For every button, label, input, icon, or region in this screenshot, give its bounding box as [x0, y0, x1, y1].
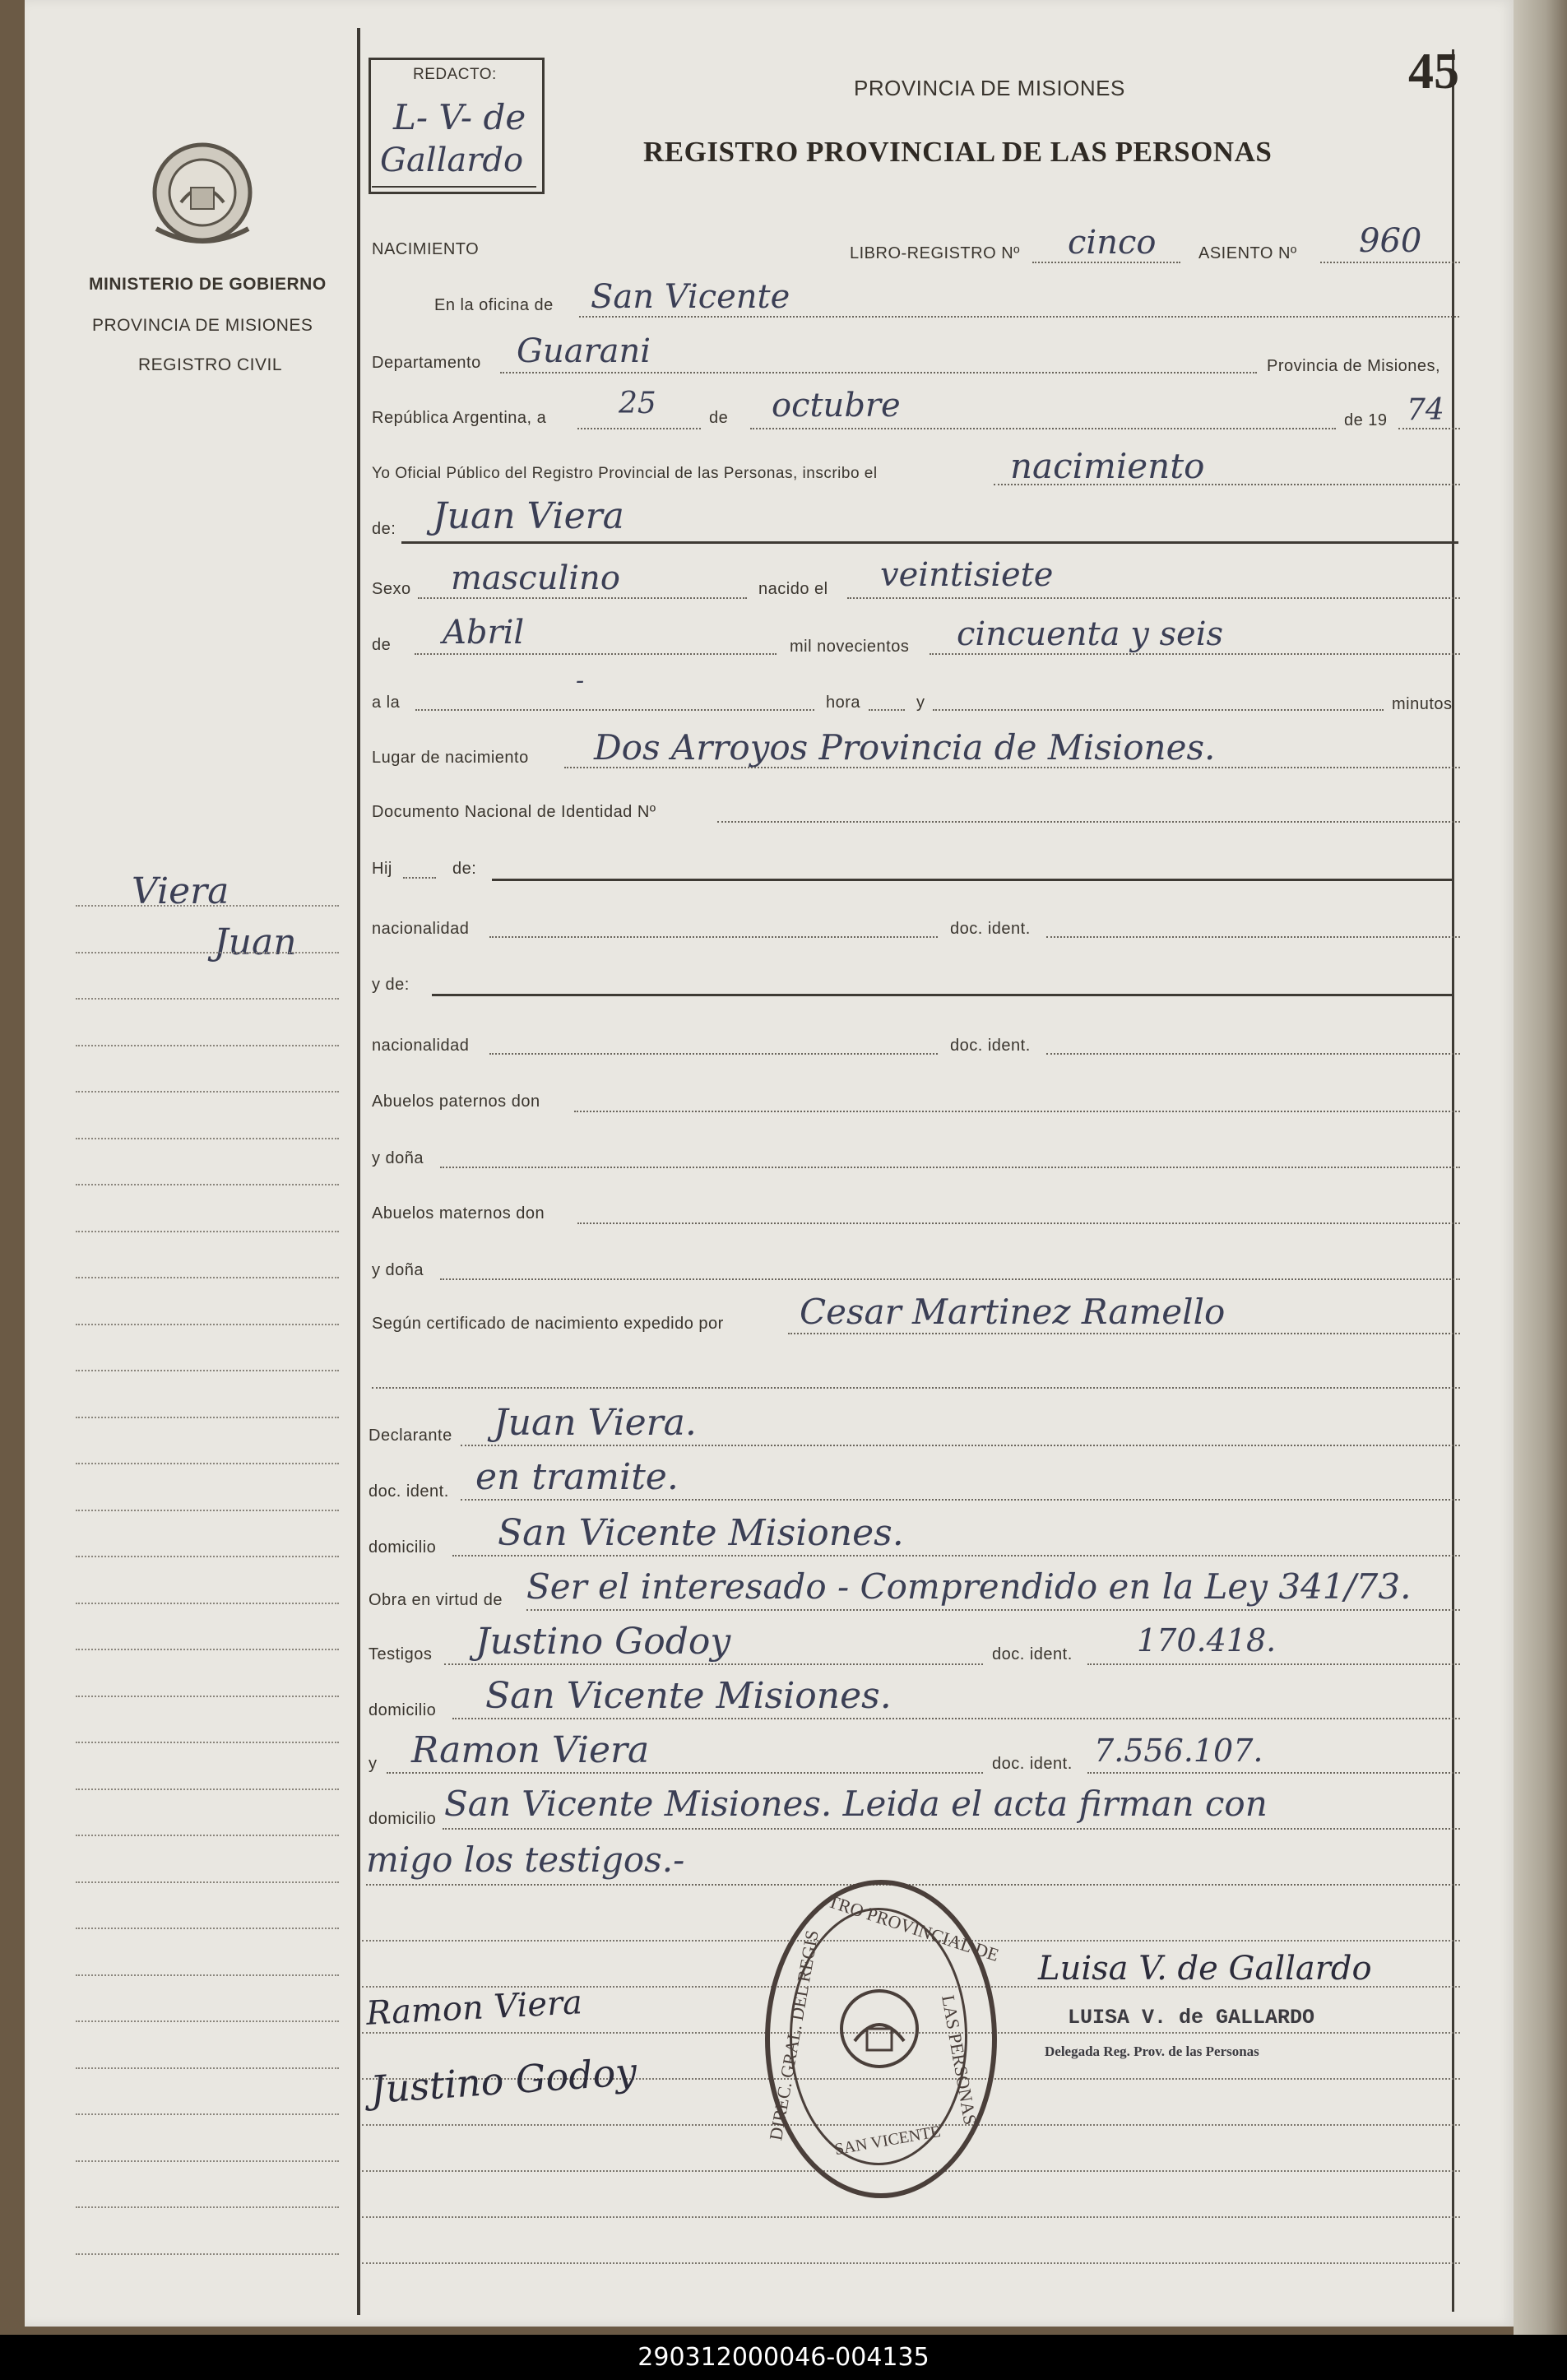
- witness1-signature: Ramon Viera: [364, 1983, 584, 2033]
- abuelos-mat-label: Abuelos maternos don: [372, 1204, 545, 1222]
- margin-ruled-line: [76, 1556, 339, 1557]
- nacido-value: veintisiete: [880, 556, 1054, 594]
- margin-ruled-line: [76, 1742, 339, 1743]
- coat-of-arms-icon: [148, 138, 257, 253]
- anio-value: 74: [1407, 393, 1444, 427]
- domicilio2-value: San Vicente Misiones.: [485, 1675, 892, 1717]
- domicilio2-label: domicilio: [369, 1701, 437, 1719]
- nacionalidad-label: nacionalidad: [372, 920, 470, 938]
- redacto-underline: [372, 186, 536, 188]
- margin-ruled-line: [76, 1045, 339, 1046]
- dia-value: 25: [619, 387, 656, 420]
- seal-left-text: DIREC. GRAL. DEL REGIS: [765, 1928, 823, 2142]
- doc-ident-label: doc. ident.: [950, 920, 1031, 938]
- oficina-label: En la oficina de: [434, 296, 554, 314]
- departamento-value: Guarani: [517, 332, 651, 370]
- declarante-value: Juan Viera.: [494, 1402, 697, 1444]
- libro-value: cinco: [1068, 224, 1157, 262]
- mil-label: mil novecientos: [790, 638, 910, 656]
- y2-label: y: [369, 1755, 378, 1773]
- margin-ruled-line: [76, 1324, 339, 1325]
- margin-ruled-line: [76, 1417, 339, 1418]
- obra-label: Obra en virtud de: [369, 1591, 503, 1609]
- signature-ruled-line: [362, 2262, 1460, 2264]
- mes-nac-value: Abril: [443, 614, 525, 652]
- de-label: de: [709, 409, 729, 427]
- abuelos-pat-label: Abuelos paternos don: [372, 1093, 540, 1111]
- official-seal: [765, 1880, 1002, 2198]
- ala-label: a la: [372, 694, 401, 712]
- ministry-line1: MINISTERIO DE GOBIERNO: [89, 275, 327, 294]
- page-edge: [1514, 0, 1567, 2336]
- signature-ruled-line: [362, 2216, 1460, 2218]
- decl-doc-label: doc. ident.: [369, 1482, 449, 1501]
- de3-label: de: [372, 636, 392, 654]
- margin-ruled-line: [76, 1510, 339, 1511]
- decl-doc-value: en tramite.: [475, 1456, 679, 1498]
- doc-ident2-label: doc. ident.: [950, 1037, 1031, 1055]
- seal-bottom-text: SAN VICENTE: [832, 2122, 943, 2160]
- republica-label: República Argentina, a: [372, 409, 547, 427]
- lugar-value: Dos Arroyos Provincia de Misiones.: [594, 727, 1216, 768]
- margin-ruled-line: [76, 2253, 339, 2255]
- oficial-label: Yo Oficial Público del Registro Provincial de las Personas, inscribo el: [372, 465, 878, 482]
- margin-ruled-line: [76, 2160, 339, 2162]
- margin-ruled-line: [76, 1649, 339, 1650]
- official-signature: Luisa V. de Gallardo: [1038, 1950, 1372, 1988]
- testigo2-doc-label: doc. ident.: [992, 1755, 1073, 1773]
- testigo1-value: Justino Godoy: [475, 1621, 731, 1663]
- provincia-label: Provincia de Misiones,: [1267, 357, 1441, 375]
- ydona2-label: y doña: [372, 1261, 424, 1279]
- sexo-value: masculino: [451, 559, 620, 597]
- hora-label: hora: [826, 694, 861, 712]
- ydona-label: y doña: [372, 1149, 424, 1167]
- hij-label: Hij: [372, 860, 392, 878]
- libro-label: LIBRO-REGISTRO Nº: [850, 244, 1020, 262]
- domicilio-label: domicilio: [369, 1538, 437, 1557]
- departamento-label: Departamento: [372, 354, 481, 372]
- testigo1-doc-label: doc. ident.: [992, 1645, 1073, 1663]
- redacto-value-line2: Gallardo: [380, 142, 524, 179]
- cierre-value: migo los testigos.-: [366, 1840, 685, 1880]
- header-province: PROVINCIA DE MISIONES: [854, 76, 1125, 100]
- margin-ruled-line: [76, 2020, 339, 2022]
- header-registry: REGISTRO PROVINCIAL DE LAS PERSONAS: [643, 136, 1273, 168]
- margin-ruled-line: [76, 998, 339, 1000]
- segun-label: Según certificado de nacimiento expedido por: [372, 1315, 724, 1333]
- dni-label: Documento Nacional de Identidad Nº: [372, 803, 656, 821]
- anio-nac-value: cincuenta y seis: [957, 615, 1224, 653]
- margin-ruled-line: [76, 905, 339, 907]
- mes-value: octubre: [772, 387, 901, 425]
- footer-id: 290312000046-004135: [0, 2335, 1567, 2380]
- margin-ruled-line: [76, 1277, 339, 1278]
- hij-de-label: de:: [452, 860, 477, 878]
- margin-ruled-line: [76, 1788, 339, 1790]
- margin-note-name: Juan: [214, 921, 297, 963]
- oficial-value: nacimiento: [1010, 446, 1205, 486]
- witness2-signature: Justino Godoy: [369, 2048, 638, 2113]
- official-title: Delegada Reg. Prov. de las Personas: [1045, 2044, 1259, 2059]
- seal-emblem-icon: [834, 1983, 925, 2082]
- ministry-line3: REGISTRO CIVIL: [138, 355, 283, 374]
- margin-ruled-line: [76, 1696, 339, 1697]
- oficina-value: San Vicente: [591, 278, 790, 316]
- margin-ruled-line: [76, 1603, 339, 1604]
- asiento-label: ASIENTO Nº: [1198, 244, 1297, 262]
- minutos-label: minutos: [1392, 695, 1453, 713]
- margin-note-surname: Viera: [132, 870, 229, 912]
- y-label: y: [916, 694, 925, 712]
- domicilio3-value: San Vicente Misiones. Leida el acta firman con: [444, 1784, 1268, 1824]
- nacimiento-label: NACIMIENTO: [372, 240, 480, 258]
- margin-ruled-line: [76, 1463, 339, 1464]
- testigos-label: Testigos: [369, 1645, 433, 1663]
- margin-ruled-line: [76, 952, 339, 953]
- margin-ruled-line: [76, 2206, 339, 2208]
- right-border-rule: [1452, 49, 1454, 2312]
- page-number: 45: [1408, 44, 1459, 100]
- seal-top-text: TRO PROVINCIAL DE: [825, 1891, 1002, 1965]
- declarante-label: Declarante: [369, 1427, 452, 1445]
- margin-ruled-line: [76, 2113, 339, 2115]
- margin-ruled-line: [76, 1835, 339, 1836]
- nacido-label: nacido el: [758, 580, 828, 598]
- yde-label: y de:: [372, 976, 410, 994]
- sexo-label: Sexo: [372, 580, 411, 598]
- domicilio3-label: domicilio: [369, 1810, 437, 1828]
- margin-ruled-line: [76, 1091, 339, 1093]
- anio-label: de 19: [1344, 411, 1388, 429]
- official-name: LUISA V. de GALLARDO: [1068, 2006, 1315, 2030]
- margin-ruled-line: [76, 2067, 339, 2069]
- ministry-line2: PROVINCIA DE MISIONES: [92, 316, 313, 335]
- segun-value: Cesar Martinez Ramello: [800, 1292, 1226, 1332]
- margin-ruled-line: [76, 1928, 339, 1929]
- seal-right-text: LAS PERSONAS: [938, 1993, 981, 2127]
- testigo1-doc-value: 170.418.: [1137, 1622, 1277, 1659]
- lugar-label: Lugar de nacimiento: [372, 749, 529, 767]
- margin-ruled-line: [76, 1974, 339, 1976]
- asiento-value: 960: [1359, 222, 1422, 260]
- domicilio-value: San Vicente Misiones.: [498, 1512, 904, 1554]
- ala-value: -: [576, 666, 585, 695]
- redacto-value-line1: L- V- de: [393, 97, 526, 137]
- left-border-rule: [357, 28, 360, 2315]
- testigo2-doc-value: 7.556.107.: [1094, 1733, 1263, 1769]
- margin-ruled-line: [76, 1138, 339, 1139]
- testigo2-value: Ramon Viera: [411, 1729, 650, 1771]
- margin-ruled-line: [76, 1370, 339, 1371]
- margin-ruled-line: [76, 1184, 339, 1185]
- obra-value: Ser el interesado - Comprendido en la Ley 341/73.: [526, 1566, 1412, 1607]
- redacto-label: REDACTO:: [413, 66, 497, 83]
- de2-label: de:: [372, 520, 396, 538]
- margin-ruled-line: [76, 1231, 339, 1232]
- nombre-value: Juan Viera: [433, 495, 624, 537]
- margin-ruled-line: [76, 1881, 339, 1883]
- nacionalidad2-label: nacionalidad: [372, 1037, 470, 1055]
